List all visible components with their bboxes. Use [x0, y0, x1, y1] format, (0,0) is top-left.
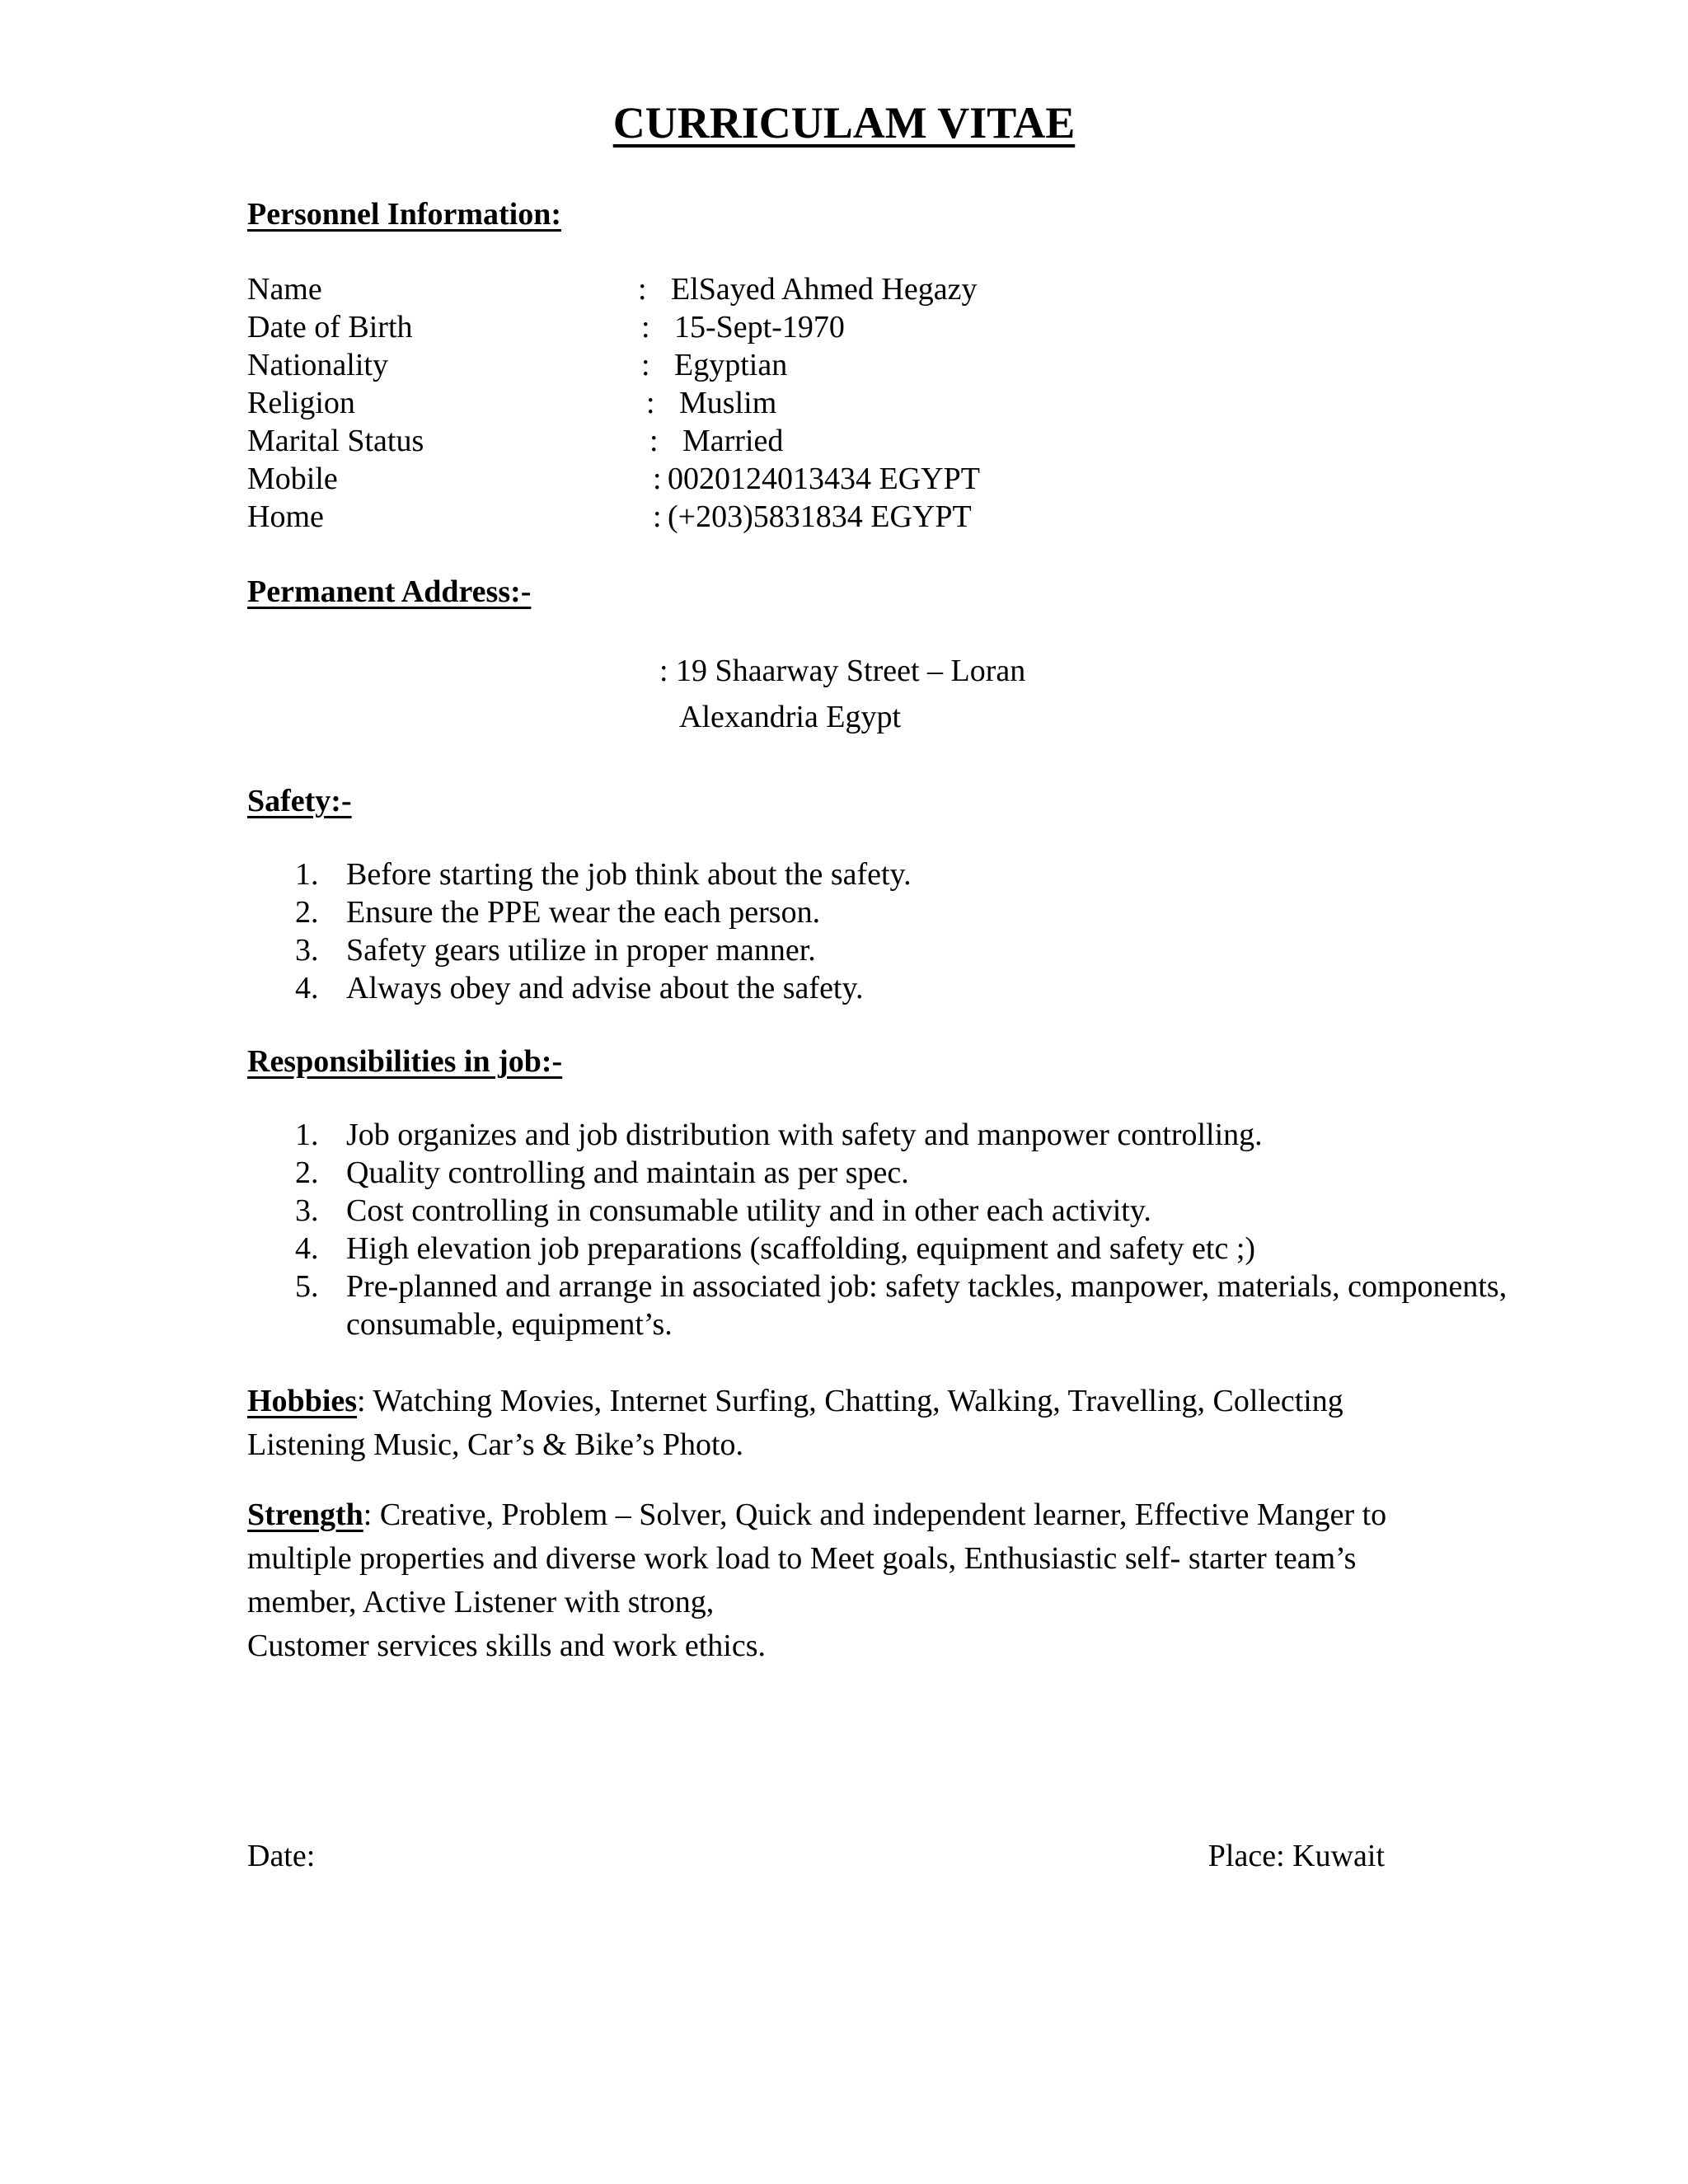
document-title: [0, 97, 1688, 148]
strength-text: : Creative, Problem – Solver, Quick and independent learner, Effective Manger to multiple properties and diverse work load to Meet goals, Enthusiastic self- starter team’s member, Active Listener with strong,: [247, 1497, 1387, 1619]
info-value: : 15-Sept-1970: [641, 310, 845, 344]
hobbies-text: : Watching Movies, Internet Surfing, Chatting, Walking, Travelling, Collecting Listening Music, Car’s & Bike’s Photo.: [247, 1384, 1343, 1462]
personal-info-heading: Personnel Information:: [247, 197, 562, 232]
address-line: Alexandria Egypt: [679, 700, 902, 734]
info-label: Marital Status: [247, 424, 424, 458]
info-value: : Muslim: [646, 386, 777, 420]
safety-list: [247, 855, 1648, 1007]
strength-label: Strength: [247, 1497, 363, 1532]
info-value: : (+203)5831834 EGYPT: [653, 499, 972, 534]
list-item: 2. Ensure the PPE wear the each person.: [295, 895, 821, 930]
list-item: 5. Pre-planned and arrange in associated job: safety tackles, manpower, materials, components, consumable, equipment’s.: [295, 1269, 1507, 1342]
info-label: Religion: [247, 386, 355, 420]
date-label: Date:: [247, 1839, 316, 1873]
info-label: Mobile: [247, 462, 338, 496]
address-line: : 19 Shaarway Street – Loran: [659, 654, 1026, 688]
info-label: Home: [247, 499, 324, 534]
info-value: : 0020124013434 EGYPT: [653, 462, 980, 496]
address-block: [659, 648, 1025, 740]
list-item: 1. Job organizes and job distribution with safety and manpower controlling.: [295, 1118, 1263, 1152]
strength-text-continued: Customer services skills and work ethics.: [247, 1629, 767, 1663]
list-item: 3. Safety gears utilize in proper manner.: [295, 933, 816, 968]
info-label: Date of Birth: [247, 310, 413, 344]
safety-heading: Safety:-: [247, 784, 352, 818]
info-value: : ElSayed Ahmed Hegazy: [638, 272, 978, 307]
list-item: 3. Cost controlling in consumable utility and in other each activity.: [295, 1193, 1151, 1228]
strength-paragraph: [247, 1493, 1451, 1668]
hobbies-paragraph: [247, 1380, 1451, 1467]
info-label: Nationality: [247, 348, 388, 382]
place-label: Place: Kuwait: [1207, 1839, 1385, 1873]
hobbies-label: Hobbies: [247, 1384, 358, 1418]
list-item: 4. High elevation job preparations (scaffolding, equipment and safety etc ;): [295, 1231, 1256, 1266]
list-item: 4. Always obey and advise about the safety.: [295, 971, 864, 1005]
list-item: 2. Quality controlling and maintain as per spec.: [295, 1155, 909, 1190]
info-label: Name: [247, 272, 322, 307]
info-value: : Married: [649, 424, 784, 458]
address-heading: Permanent Address:-: [247, 574, 532, 609]
responsibilities-heading: Responsibilities in job:-: [247, 1044, 563, 1079]
responsibilities-list: [247, 1116, 1648, 1343]
document-title-text: CURRICULAM VITAE: [612, 98, 1076, 148]
info-value: : Egyptian: [641, 348, 788, 382]
list-item: 1. Before starting the job think about the safety.: [295, 857, 912, 892]
